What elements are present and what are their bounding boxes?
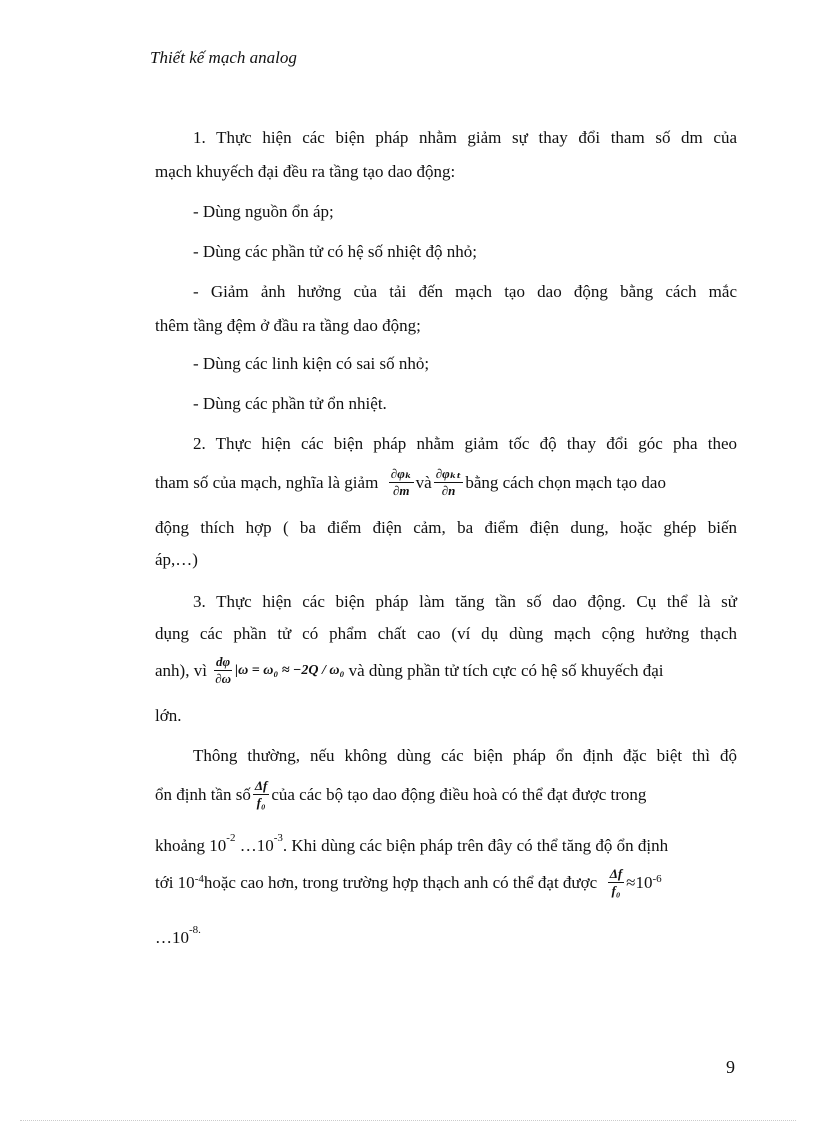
text: ổn định tần số bbox=[155, 784, 251, 804]
running-header: Thiết kế mạch analog bbox=[150, 48, 297, 67]
exponent: -4 bbox=[194, 872, 204, 885]
bullet-1: - Dùng nguồn ổn áp; bbox=[193, 202, 334, 221]
exponent: -6 bbox=[652, 872, 662, 885]
text: tham số của mạch, nghĩa là giảm bbox=[155, 472, 379, 492]
paragraph-4-line-4 bbox=[155, 866, 737, 899]
formula-numerator: ∂φₖₜ bbox=[435, 466, 462, 481]
exponent: -2 bbox=[226, 832, 236, 844]
bullet-3-line-2: thêm tầng đệm ở đầu ra tầng dao động; bbox=[155, 316, 421, 335]
text: khoảng 10 bbox=[155, 836, 227, 855]
text: tới 10 bbox=[155, 872, 195, 892]
dphi-domega-formula bbox=[213, 654, 233, 687]
delta-f-over-f0-formula bbox=[608, 866, 624, 899]
formula-numerator: Δf bbox=[609, 866, 623, 881]
text: hoặc cao hơn, trong trường hợp thạch anh có thể đạt được bbox=[203, 872, 598, 892]
text: bằng cách chọn mạch tạo dao bbox=[465, 472, 666, 492]
formula-numerator: ∂φₖ bbox=[390, 466, 412, 481]
partial-phi-k-m-formula bbox=[389, 466, 414, 499]
text: . Khi dùng các biện pháp trên đây có thể tăng độ ổn định bbox=[282, 836, 669, 855]
text: …10 bbox=[155, 928, 189, 947]
bullet-4: - Dùng các linh kiện có sai số nhỏ; bbox=[193, 354, 430, 373]
delta-f-over-f0-formula bbox=[253, 778, 269, 811]
text: và bbox=[415, 472, 432, 492]
paragraph-1-line-1: 1. Thực hiện các biện pháp nhằm giảm sự thay đổi tham số dm của bbox=[193, 128, 737, 147]
bullet-3-line-1: - Giảm ảnh hưởng của tải đến mạch tạo dao động bằng cách mắc bbox=[193, 282, 737, 301]
paragraph-2-line-4: áp,…) bbox=[155, 550, 198, 569]
text: và dùng phần tử tích cực có hệ số khuyếch đại bbox=[348, 660, 664, 680]
paragraph-3-line-2: dụng các phần tử có phẩm chất cao (ví dụ dùng mạch cộng hưởng thạch bbox=[155, 624, 737, 643]
exponent: -8. bbox=[189, 924, 201, 936]
paragraph-3-line-3 bbox=[155, 654, 737, 687]
formula-denominator: ∂n bbox=[441, 483, 456, 498]
formula-denominator: ∂m bbox=[392, 483, 410, 498]
paragraph-2-line-3: động thích hợp ( ba điểm điện cảm, ba điểm điện dung, hoặc ghép biến bbox=[155, 518, 737, 537]
formula-denominator: f₀ bbox=[256, 795, 266, 810]
formula-numerator: Δf bbox=[254, 778, 268, 793]
paragraph-1-line-2: mạch khuyếch đại đều ra tầng tạo dao động: bbox=[155, 162, 456, 181]
page-bottom-divider bbox=[20, 1120, 796, 1121]
paragraph-4-line-3 bbox=[155, 832, 737, 856]
bullet-5: - Dùng các phần tử ổn nhiệt. bbox=[193, 394, 387, 413]
paragraph-4-line-2 bbox=[155, 778, 737, 811]
formula-denominator: f₀ bbox=[611, 883, 621, 898]
text: của các bộ tạo dao động điều hoà có thể đạt được trong bbox=[271, 784, 647, 804]
formula-condition: |ω = ω₀ ≈ −2Q / ω₀ bbox=[235, 662, 345, 678]
bullet-2: - Dùng các phần tử có hệ số nhiệt độ nhỏ; bbox=[193, 242, 477, 261]
text: anh), vì bbox=[155, 660, 207, 680]
exponent: -3 bbox=[273, 832, 283, 844]
text: …10 bbox=[235, 836, 274, 855]
paragraph-4-line-1: Thông thường, nếu không dùng các biện pháp ổn định đặc biệt thì độ bbox=[193, 746, 737, 765]
page-number: 9 bbox=[726, 1057, 735, 1077]
paragraph-3-line-4: lớn. bbox=[155, 706, 182, 725]
formula-denominator: ∂ω bbox=[215, 671, 232, 686]
paragraph-2-line-2 bbox=[155, 466, 737, 499]
paragraph-3-line-1: 3. Thực hiện các biện pháp làm tăng tần số dao động. Cụ thể là sử bbox=[193, 592, 737, 611]
paragraph-2-line-1: 2. Thực hiện các biện pháp nhằm giảm tốc độ thay đổi góc pha theo bbox=[193, 434, 737, 453]
formula-numerator: dφ bbox=[216, 654, 231, 669]
partial-phi-kt-n-formula bbox=[434, 466, 464, 499]
paragraph-4-line-5 bbox=[155, 924, 737, 948]
text: ≈10 bbox=[626, 872, 653, 892]
